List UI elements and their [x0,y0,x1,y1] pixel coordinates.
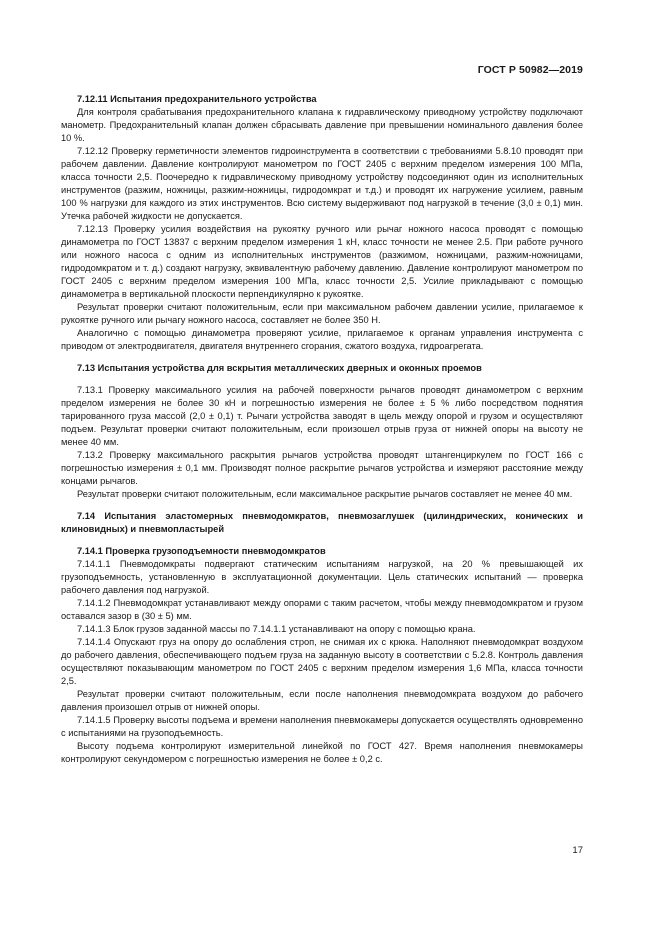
paragraph: 7.14.1.4 Опускают груз на опору до ослабления строп, не снимая их с крюка. Наполняют пневмодомкрат воздухом до рабочего давления, обеспечивающего подъем груза на заданную высоту в соответствии с 5.2.8. Контроль давления осуществляют показывающим манометром по ГОСТ 2405 с верхним пределом измерения 1,6 МПа, класса точности 2,5. [61,637,583,686]
paragraph: 7.13.2 Проверку максимального раскрытия рычагов устройства проводят штангенциркулем по ГОСТ 166 с погрешностью измерения ± 0,1 мм. Производят полное раскрытие рычагов устройства и измеряют расстояние между концами рычагов. [61,450,583,486]
paragraph: Результат проверки считают положительным, если максимальное раскрытие рычагов составляет не менее 40 мм. [77,489,573,499]
paragraph: Результат проверки считают положительным, если при максимальном рабочем давлении усилие, прилагаемое к рукоятке ручного или рычагу ножного насоса, составляет не более 350 Н. [61,302,583,325]
paragraph: 7.14.1.3 Блок грузов заданной массы по 7.14.1.1 устанавливают на опору с помощью крана. [77,624,476,634]
paragraph: Высоту подъема контролируют измерительной линейкой по ГОСТ 427. Время наполнения пневмокамеры контролируют секундомером с погрешностью измерения не более ± 0,2 с. [61,741,583,764]
section-heading: 7.14 Испытания эластомерных пневмодомкратов, пневмозаглушек (цилиндрических, конических и клиновидных) и пневмопластырей [61,511,583,534]
document-body [61,93,583,766]
section-heading: 7.12.11 Испытания предохранительного устройства [77,94,317,104]
section-heading: 7.13 Испытания устройства для вскрытия металлических дверных и оконных проемов [77,363,482,373]
paragraph: Аналогично с помощью динамометра проверяют усилие, прилагаемое к органам управления инструмента с приводом от электродвигателя, двигателя внутреннего сгорания, сжатого воздуха, гидроагрегата. [61,328,583,351]
section-heading: 7.14.1 Проверка грузоподъемности пневмодомкратов [77,546,326,556]
page-number: 17 [572,845,583,856]
standard-header: ГОСТ Р 50982—2019 [477,64,583,76]
paragraph: 7.13.1 Проверку максимального усилия на рабочей поверхности рычагов проводят динамометром с верхним пределом измерения не более 30 кН и погрешностью измерения не более ± 5 % либо посредством поднятия тарированного груза массой (2,0 ± 0,1) т. Рычаги устройства заводят в щель между опорой и грузом и осуществляют подъем. Результат проверки считают положительным, если произошел отрыв груза от нижней опоры на высоту не менее 40 мм. [61,385,583,447]
paragraph: Для контроля срабатывания предохранительного клапана к гидравлическому приводному устройству подключают манометр. Предохранительный клапан должен сбрасывать давление при превышении номинального давления более 10 %. [61,107,583,143]
paragraph: 7.14.1.2 Пневмодомкрат устанавливают между опорами с таким расчетом, чтобы между пневмодомкратом и грузом оставался зазор в (30 ± 5) мм. [61,598,583,621]
paragraph: Результат проверки считают положительным, если после наполнения пневмодомкрата воздухом до рабочего давления произошел отрыв от нижней опоры. [61,689,583,712]
paragraph: 7.14.1.1 Пневмодомкраты подвергают статическим испытаниям нагрузкой, на 20 % превышающей их грузоподъемность, установленную в эксплуатационной документации. Цель статических испытаний — проверка рабочего давления под нагрузкой. [61,559,583,595]
paragraph: 7.14.1.5 Проверку высоты подъема и времени наполнения пневмокамеры допускается осуществлять одновременно с испытаниями на грузоподъемность. [61,715,583,738]
paragraph: 7.12.13 Проверку усилия воздействия на рукоятку ручного или рычаг ножного насоса проводят с помощью динамометра по ГОСТ 13837 с верхним пределом измерения 1 кН, класс точности не менее 2.5. При работе ручного или ножного насоса с одним из исполнительных инструментов (разжимом, ножницами, разжим-ножницами, гидродомкратом и т. д.) создают нагрузку, эквивалентную рабочему давлению. Давление контролируют манометром по ГОСТ 2405 с верхним пределом измерения 100 МПа, класс точности 2,5. Усилие прикладывают с помощью динамометра в вертикальной плоскости перпендикулярно к рукоятке. [61,224,583,299]
paragraph: 7.12.12 Проверку герметичности элементов гидроинструмента в соответствии с требованиями 5.8.10 проводят при рабочем давлении. Давление контролируют манометром по ГОСТ 2405 с верхним пределом измерения 100 МПа, класса точности 2,5. Поочередно к гидравлическому приводному устройству подсоединяют один из исполнительных инструментов (разжим, ножницы, разжим-ножницы, гидродомкрат и т.д.) и проводят их нагружение усилием, равным 100 % нагрузки для каждого из этих инструментов. Всю систему выдерживают под нагрузкой в течение (3,0 ± 0,1) мин. Утечка рабочей жидкости не допускается. [61,146,583,221]
